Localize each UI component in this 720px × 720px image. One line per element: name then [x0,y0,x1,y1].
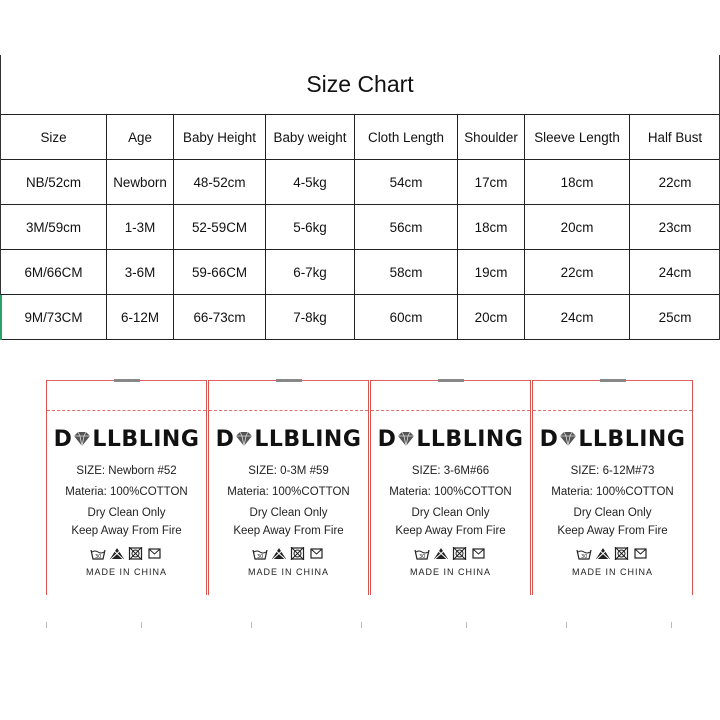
svg-text:30: 30 [581,554,588,560]
label-care-2: Keep Away From Fire [71,525,182,537]
column-header: Cloth Length [355,115,458,160]
table-cell: 9M/73CM [1,295,107,340]
table-cell: 48-52cm [174,160,266,205]
brand-logo: D LLBLING [539,427,686,452]
label-origin: MADE IN CHINA [247,567,329,577]
table-cell: 1-3M [107,205,174,250]
table-cell: 23cm [630,205,720,250]
table-cell: 7-8kg [266,295,355,340]
table-cell: 20cm [458,295,525,340]
chart-title: Size Chart [306,71,414,97]
garment-label [208,380,369,595]
diamond-icon [558,427,578,452]
table-cell: 54cm [355,160,458,205]
label-origin: MADE IN CHINA [571,567,653,577]
label-notch [438,379,464,382]
no-tumble-dry-icon [614,547,630,560]
column-header: Baby weight [266,115,355,160]
no-bleach-icon [595,547,611,560]
label-care-2: Keep Away From Fire [395,525,506,537]
label-material: Materia: 100%COTTON [65,486,188,498]
table-row [1,250,720,295]
wash-icon [252,547,268,560]
table-cell: 52-59CM [174,205,266,250]
table-cell: 25cm [630,295,720,340]
label-fold-line [533,410,692,411]
column-header: Shoulder [458,115,525,160]
no-bleach-icon [433,547,449,560]
table-cell: 56cm [355,205,458,250]
no-bleach-icon [271,547,287,560]
no-bleach-icon [109,547,125,560]
table-header-row [1,115,720,160]
label-care-2: Keep Away From Fire [233,525,344,537]
label-size: SIZE: 6-12M#73 [570,465,655,477]
table-cell: 5-6kg [266,205,355,250]
table-cell: 4-5kg [266,160,355,205]
label-fold-line [209,410,368,411]
column-header: Age [107,115,174,160]
table-cell: 18cm [458,205,525,250]
label-fold-line [371,410,530,411]
label-care-1: Dry Clean Only [411,507,490,519]
ruler-ticks [46,622,716,628]
svg-text:30: 30 [419,554,426,560]
wash-icon [90,547,106,560]
table-cell: NB/52cm [1,160,107,205]
table-cell: Newborn [107,160,174,205]
wash-icon [576,547,592,560]
label-care-1: Dry Clean Only [573,507,652,519]
table-cell: 24cm [630,250,720,295]
table-row [1,205,720,250]
brand-logo: D LLBLING [215,427,362,452]
table-cell: 22cm [525,250,630,295]
garment-label [46,380,207,595]
no-tumble-dry-icon [452,547,468,560]
row-accent [0,295,2,340]
label-size: SIZE: 0-3M #59 [248,465,329,477]
table-row [1,295,720,340]
column-header: Size [1,115,107,160]
iron-icon [147,547,163,560]
garment-label [532,380,693,595]
table-cell: 3-6M [107,250,174,295]
label-size: SIZE: 3-6M#66 [411,465,490,477]
table-cell: 20cm [525,205,630,250]
size-chart [0,55,720,340]
table-cell: 19cm [458,250,525,295]
table-cell: 60cm [355,295,458,340]
diamond-icon [234,427,254,452]
care-symbols [47,547,206,560]
table-row [1,160,720,205]
label-notch [114,379,140,382]
table-cell: 66-73cm [174,295,266,340]
label-origin: MADE IN CHINA [409,567,491,577]
care-symbols [371,547,530,560]
diamond-icon [72,427,92,452]
garment-labels [46,380,694,595]
table-cell: 6-7kg [266,250,355,295]
label-care-1: Dry Clean Only [249,507,328,519]
column-header: Half Bust [630,115,720,160]
label-notch [276,379,302,382]
brand-logo: D LLBLING [377,427,524,452]
garment-label [370,380,531,595]
care-symbols [209,547,368,560]
table-cell: 3M/59cm [1,205,107,250]
table-cell: 6-12M [107,295,174,340]
no-tumble-dry-icon [290,547,306,560]
table-cell: 22cm [630,160,720,205]
table-cell: 18cm [525,160,630,205]
label-care-1: Dry Clean Only [87,507,166,519]
label-care-2: Keep Away From Fire [557,525,668,537]
label-fold-line [47,410,206,411]
label-notch [600,379,626,382]
wash-icon [414,547,430,560]
label-size: SIZE: Newborn #52 [76,465,177,477]
iron-icon [471,547,487,560]
column-header: Sleeve Length [525,115,630,160]
iron-icon [633,547,649,560]
table-cell: 17cm [458,160,525,205]
label-origin: MADE IN CHINA [85,567,167,577]
diamond-icon [396,427,416,452]
iron-icon [309,547,325,560]
table-cell: 6M/66CM [1,250,107,295]
label-material: Materia: 100%COTTON [551,486,674,498]
table-cell: 24cm [525,295,630,340]
table-cell: 58cm [355,250,458,295]
care-symbols [533,547,692,560]
table-cell: 59-66CM [174,250,266,295]
label-material: Materia: 100%COTTON [389,486,512,498]
svg-text:30: 30 [257,554,264,560]
svg-text:30: 30 [95,554,102,560]
brand-logo: D LLBLING [53,427,200,452]
size-table [0,114,720,340]
column-header: Baby Height [174,115,266,160]
no-tumble-dry-icon [128,547,144,560]
label-material: Materia: 100%COTTON [227,486,350,498]
